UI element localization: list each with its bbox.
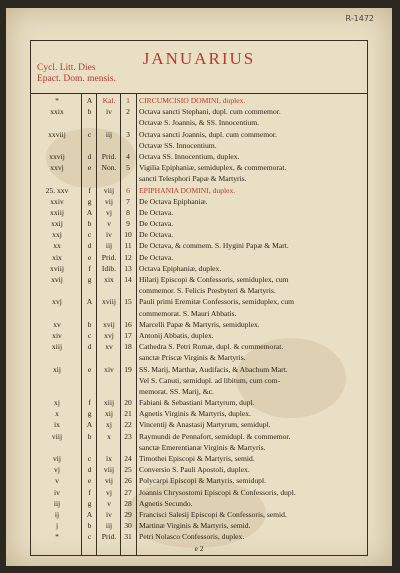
feast-text: Octava SS. Innocentium, duplex. [139, 151, 240, 161]
epact-cell: xj [54, 398, 60, 408]
day-number-cell: 28 [124, 498, 132, 508]
day-number-cell: 15 [124, 297, 132, 307]
calendar-row [31, 229, 367, 240]
dominical-letter-cell: e [87, 163, 92, 173]
day-number-cell: 19 [124, 364, 132, 374]
feast-text: De Octava, & commem. S. Hygini Papæ & Mart. [139, 241, 289, 251]
dominical-letter-cell: c [87, 230, 92, 240]
dominical-letter-cell: c [87, 454, 92, 463]
calendar-row [31, 173, 367, 184]
dominical-letter-cell: c [87, 129, 92, 139]
roman-date-cell: Prid. [101, 151, 117, 161]
calendar-row [31, 252, 367, 263]
day-number-cell: 1 [126, 96, 130, 105]
epact-cell: xxij [51, 219, 63, 229]
feast-text: De Octava Epiphaniæ. [139, 196, 208, 206]
day-number-cell: 10 [124, 230, 132, 240]
feast-text: EPIPHANIA DOMINI, duplex. [139, 185, 236, 195]
calendar-row [31, 341, 367, 352]
day-number-cell: 6 [126, 185, 130, 195]
epact-cell: xxiv [50, 196, 64, 206]
dominical-letter-cell: e [87, 476, 92, 486]
day-number-cell: 18 [124, 342, 132, 352]
calendar-row [31, 453, 367, 464]
feast-text: Petri Nolasco Confessoris, duplex. [139, 532, 245, 542]
day-number-cell: 12 [124, 252, 132, 262]
feast-text: Francisci Salesij Episcopi & Confessoris, semid. [139, 509, 287, 519]
feast-text: Antonij Abbatis, duplex. [139, 330, 214, 340]
day-number-cell: 20 [124, 398, 132, 408]
calendar-row [31, 162, 367, 173]
day-number-cell: 5 [126, 163, 130, 173]
day-number-cell: 7 [126, 196, 130, 206]
roman-date-cell: v [107, 498, 111, 508]
day-number-cell: 13 [124, 263, 132, 273]
day-number-cell: 27 [124, 487, 132, 497]
epact-cell: 25. xxv [45, 185, 69, 195]
dominical-letter-cell: d [87, 342, 92, 352]
book-page [6, 8, 392, 566]
calendar-row [31, 431, 367, 442]
calendar-row [31, 419, 367, 430]
dominical-letter-cell: A [86, 96, 93, 105]
calendar-row [31, 352, 367, 363]
feast-text: sancti Telesphori Papæ & Martyris. [139, 174, 247, 184]
day-number-cell: 23 [124, 431, 132, 441]
epact-cell: xviij [50, 263, 64, 273]
month-title: JANUARIUS [142, 49, 256, 68]
roman-date-cell: vij [104, 476, 114, 486]
calendar-row [31, 117, 367, 128]
epact-cell: ij [54, 509, 60, 519]
day-number-cell: 26 [124, 476, 132, 486]
epact-cell: xxvij [49, 151, 65, 161]
dominical-letter-cell: c [87, 532, 92, 542]
roman-date-cell: iv [106, 509, 112, 519]
epact-cell: * [55, 532, 59, 542]
epact-cell: v [55, 476, 59, 486]
roman-date-cell: xij [104, 409, 114, 419]
dominical-letter-cell: b [87, 319, 92, 329]
calendar-row [31, 442, 367, 453]
column-header-line-2: Epact. Dom. mensis. [37, 74, 116, 84]
feast-text: Octava sancti Stephani, dupl. cum commemor. [139, 107, 281, 117]
dominical-letter-cell: A [86, 297, 93, 307]
calendar-row [31, 196, 367, 207]
dominical-letter-cell: b [87, 107, 92, 117]
day-number-cell: 2 [126, 107, 130, 117]
epact-cell: ix [54, 420, 60, 430]
calendar-row [31, 520, 367, 531]
day-number-cell: 30 [124, 521, 132, 531]
dominical-letter-cell: b [87, 431, 92, 441]
day-number-cell: 14 [124, 275, 132, 284]
roman-date-cell: xv [105, 342, 113, 352]
dominical-letter-cell: e [87, 364, 92, 374]
feast-text: Fabiani & Sebastiani Martyrum, dupl. [139, 398, 255, 408]
day-number-cell: 9 [126, 219, 130, 229]
feast-text: Vigilia Epiphaniæ, semiduplex, & commemorat. [139, 163, 287, 173]
calendar-row [31, 509, 367, 520]
roman-date-cell: Non. [101, 163, 117, 173]
roman-date-cell: iij [105, 521, 113, 531]
dominical-letter-cell: A [86, 509, 93, 519]
feast-text: Raymundi de Pennafort, semidupl. & commemor. [139, 431, 291, 441]
day-number-cell: 11 [124, 241, 132, 251]
roman-date-cell: xvj [104, 330, 114, 340]
day-number-cell: 4 [126, 151, 130, 161]
roman-date-cell: xviij [102, 297, 116, 307]
feast-text: Timothei Episcopi & Martyris, semid. [139, 454, 255, 463]
feast-text: Cathedra S. Petri Romæ, dupl. & commemorat. [139, 342, 284, 352]
dominical-letter-cell: g [87, 196, 92, 206]
feast-text: De Octava. [139, 230, 174, 240]
feast-text: Vincentij & Anastasij Martyrum, semidupl. [139, 420, 271, 430]
day-number-cell: 25 [124, 465, 132, 475]
feast-text: Martinæ Virginis & Martyris, semid. [139, 521, 251, 531]
feast-text: CIRCUMCISIO DOMINI, duplex. [139, 96, 246, 105]
day-number-cell: 8 [126, 207, 130, 217]
calendar-row [31, 296, 367, 307]
epact-cell: xvij [51, 275, 63, 284]
roman-date-cell: xix [104, 275, 114, 284]
calendar-table [31, 95, 367, 554]
epact-cell: xxvj [50, 163, 64, 173]
feast-text: sanctæ Priscæ Virginis & Martyris. [139, 353, 246, 363]
epact-cell: vj [54, 465, 60, 475]
dominical-letter-cell: g [87, 409, 92, 419]
epact-cell: xix [52, 252, 62, 262]
feast-text: Polycarpi Episcopi & Martyris, semidupl. [139, 476, 266, 486]
feast-text: Agnetis Virginis & Martyris, duplex. [139, 409, 251, 419]
day-number-cell: 22 [124, 420, 132, 430]
epact-cell: xv [53, 319, 61, 329]
feast-text: Octavæ SS. Innocentium. [139, 140, 217, 150]
calendar-row [31, 408, 367, 419]
roman-date-cell: iij [105, 129, 113, 139]
calendar-row [31, 308, 367, 319]
dominical-letter-cell: A [86, 420, 93, 430]
calendar-row [31, 464, 367, 475]
epact-cell: xij [52, 364, 62, 374]
day-number-cell: 31 [124, 532, 132, 542]
feast-text: Agnetis Secundo. [139, 498, 193, 508]
feast-text: Marcelli Papæ & Martyris, semiduplex. [139, 319, 260, 329]
day-number-cell: 3 [126, 129, 130, 139]
calendar-row [31, 531, 367, 542]
calendar-row [31, 330, 367, 341]
epact-cell: xxiij [50, 207, 64, 217]
dominical-letter-cell: f [88, 263, 91, 273]
day-number-cell: 21 [124, 409, 132, 419]
calendar-row [31, 475, 367, 486]
day-number-cell: 24 [124, 454, 132, 463]
dominical-letter-cell: b [87, 521, 92, 531]
page-number: e 2 [194, 543, 204, 553]
roman-date-cell: v [107, 219, 111, 229]
feast-text: De Octava. [139, 252, 174, 262]
feast-text: sanctæ Emerentianæ Virginis & Martyris. [139, 442, 266, 452]
calendar-row [31, 140, 367, 151]
dominical-letter-cell: d [87, 465, 92, 475]
epact-cell: xxix [50, 107, 64, 117]
feast-text: Octava sancti Joannis, dupl. cum commemor. [139, 129, 277, 139]
calendar-row [31, 319, 367, 330]
feast-text: memorat. SS. Marij, &c. [139, 386, 214, 396]
calendar-row [31, 240, 367, 251]
calendar-row [31, 151, 367, 162]
dominical-letter-cell: A [86, 207, 93, 217]
feast-text: commemor. S. Felicis Presbyteri & Martyris. [139, 286, 276, 296]
feast-text: De Octava. [139, 207, 174, 217]
roman-date-cell: Prid. [101, 252, 117, 262]
feast-text: SS. Marij, Marthæ, Audifacis, & Abachum Mart. [139, 364, 288, 374]
roman-date-cell: vj [106, 487, 112, 497]
roman-date-cell: x [107, 431, 111, 441]
calendar-row [31, 397, 367, 408]
feast-text: Hilarij Episcopi & Confessoris, semiduplex, cum [139, 275, 289, 284]
dominical-letter-cell: f [88, 185, 91, 195]
roman-date-cell: xiij [103, 398, 115, 408]
feast-text: Octavæ S. Joannis, & SS. Innocentium. [139, 118, 260, 128]
epact-cell: xiv [52, 330, 62, 340]
archive-number: R-1472 [345, 14, 374, 23]
epact-cell: xxj [52, 230, 62, 240]
calendar-row [31, 218, 367, 229]
dominical-letter-cell: f [88, 487, 91, 497]
calendar-row [31, 207, 367, 218]
calendar-row [31, 487, 367, 498]
calendar-row [31, 106, 367, 117]
epact-cell: iv [54, 487, 60, 497]
epact-cell: xiij [51, 342, 63, 352]
dominical-letter-cell: g [87, 498, 92, 508]
dominical-letter-cell: d [87, 241, 92, 251]
epact-cell: j [55, 521, 59, 531]
epact-cell: xx [53, 241, 61, 251]
calendar-row [31, 263, 367, 274]
roman-date-cell: Idib. [101, 263, 117, 273]
dominical-letter-cell: f [88, 398, 91, 408]
roman-date-cell: vij [104, 196, 114, 206]
day-number-cell: 29 [124, 509, 132, 519]
roman-date-cell: ix [106, 454, 112, 463]
feast-text: De Octava. [139, 219, 174, 229]
calendar-row [31, 498, 367, 509]
roman-date-cell: xj [106, 420, 112, 430]
calendar-row [31, 375, 367, 386]
roman-date-cell: viij [103, 185, 115, 195]
feast-text: Joannis Chrysostomi Episcopi & Confessoris, dupl. [139, 487, 296, 497]
calendar-row [31, 129, 367, 140]
roman-date-cell: viij [103, 465, 115, 475]
roman-date-cell: xvij [103, 319, 115, 329]
epact-cell: x [55, 409, 59, 419]
dominical-letter-cell: d [87, 151, 92, 161]
feast-text: Conversio S. Pauli Apostoli, duplex. [139, 465, 250, 475]
epact-cell: xvj [52, 297, 62, 307]
epact-cell: xxviij [48, 129, 66, 139]
roman-date-cell: Kal. [102, 96, 116, 105]
column-header-line-1: Cycl. Litt. Dies [37, 63, 96, 73]
roman-date-cell: iv [106, 230, 112, 240]
dominical-letter-cell: g [87, 275, 92, 284]
epact-cell: iij [53, 498, 61, 508]
dominical-letter-cell: c [87, 330, 92, 340]
roman-date-cell: vj [106, 207, 112, 217]
epact-cell: viij [51, 431, 63, 441]
calendar-row [31, 386, 367, 397]
calendar-row [31, 95, 367, 106]
calendar-row [31, 274, 367, 285]
feast-text: Vel S. Canuti, semidupl. ad libitum, cum com- [139, 375, 281, 385]
roman-date-cell: Prid. [101, 532, 117, 542]
roman-date-cell: iv [106, 107, 112, 117]
calendar-frame [30, 40, 368, 556]
feast-text: commemorat. S. Mauri Abbatis. [139, 308, 237, 318]
calendar-row [31, 364, 367, 375]
feast-text: Octava Epiphaniæ, duplex. [139, 263, 222, 273]
roman-date-cell: iij [105, 241, 113, 251]
epact-cell: vij [52, 454, 62, 463]
day-number-cell: 17 [124, 330, 132, 340]
calendar-row [31, 285, 367, 296]
feast-text: Pauli primi Eremitæ Confessoris, semiduplex, cum [139, 297, 295, 307]
roman-date-cell: xiv [104, 364, 114, 374]
dominical-letter-cell: e [87, 252, 92, 262]
dominical-letter-cell: b [87, 219, 92, 229]
calendar-row [31, 185, 367, 196]
day-number-cell: 16 [124, 319, 132, 329]
epact-cell: * [55, 96, 59, 105]
